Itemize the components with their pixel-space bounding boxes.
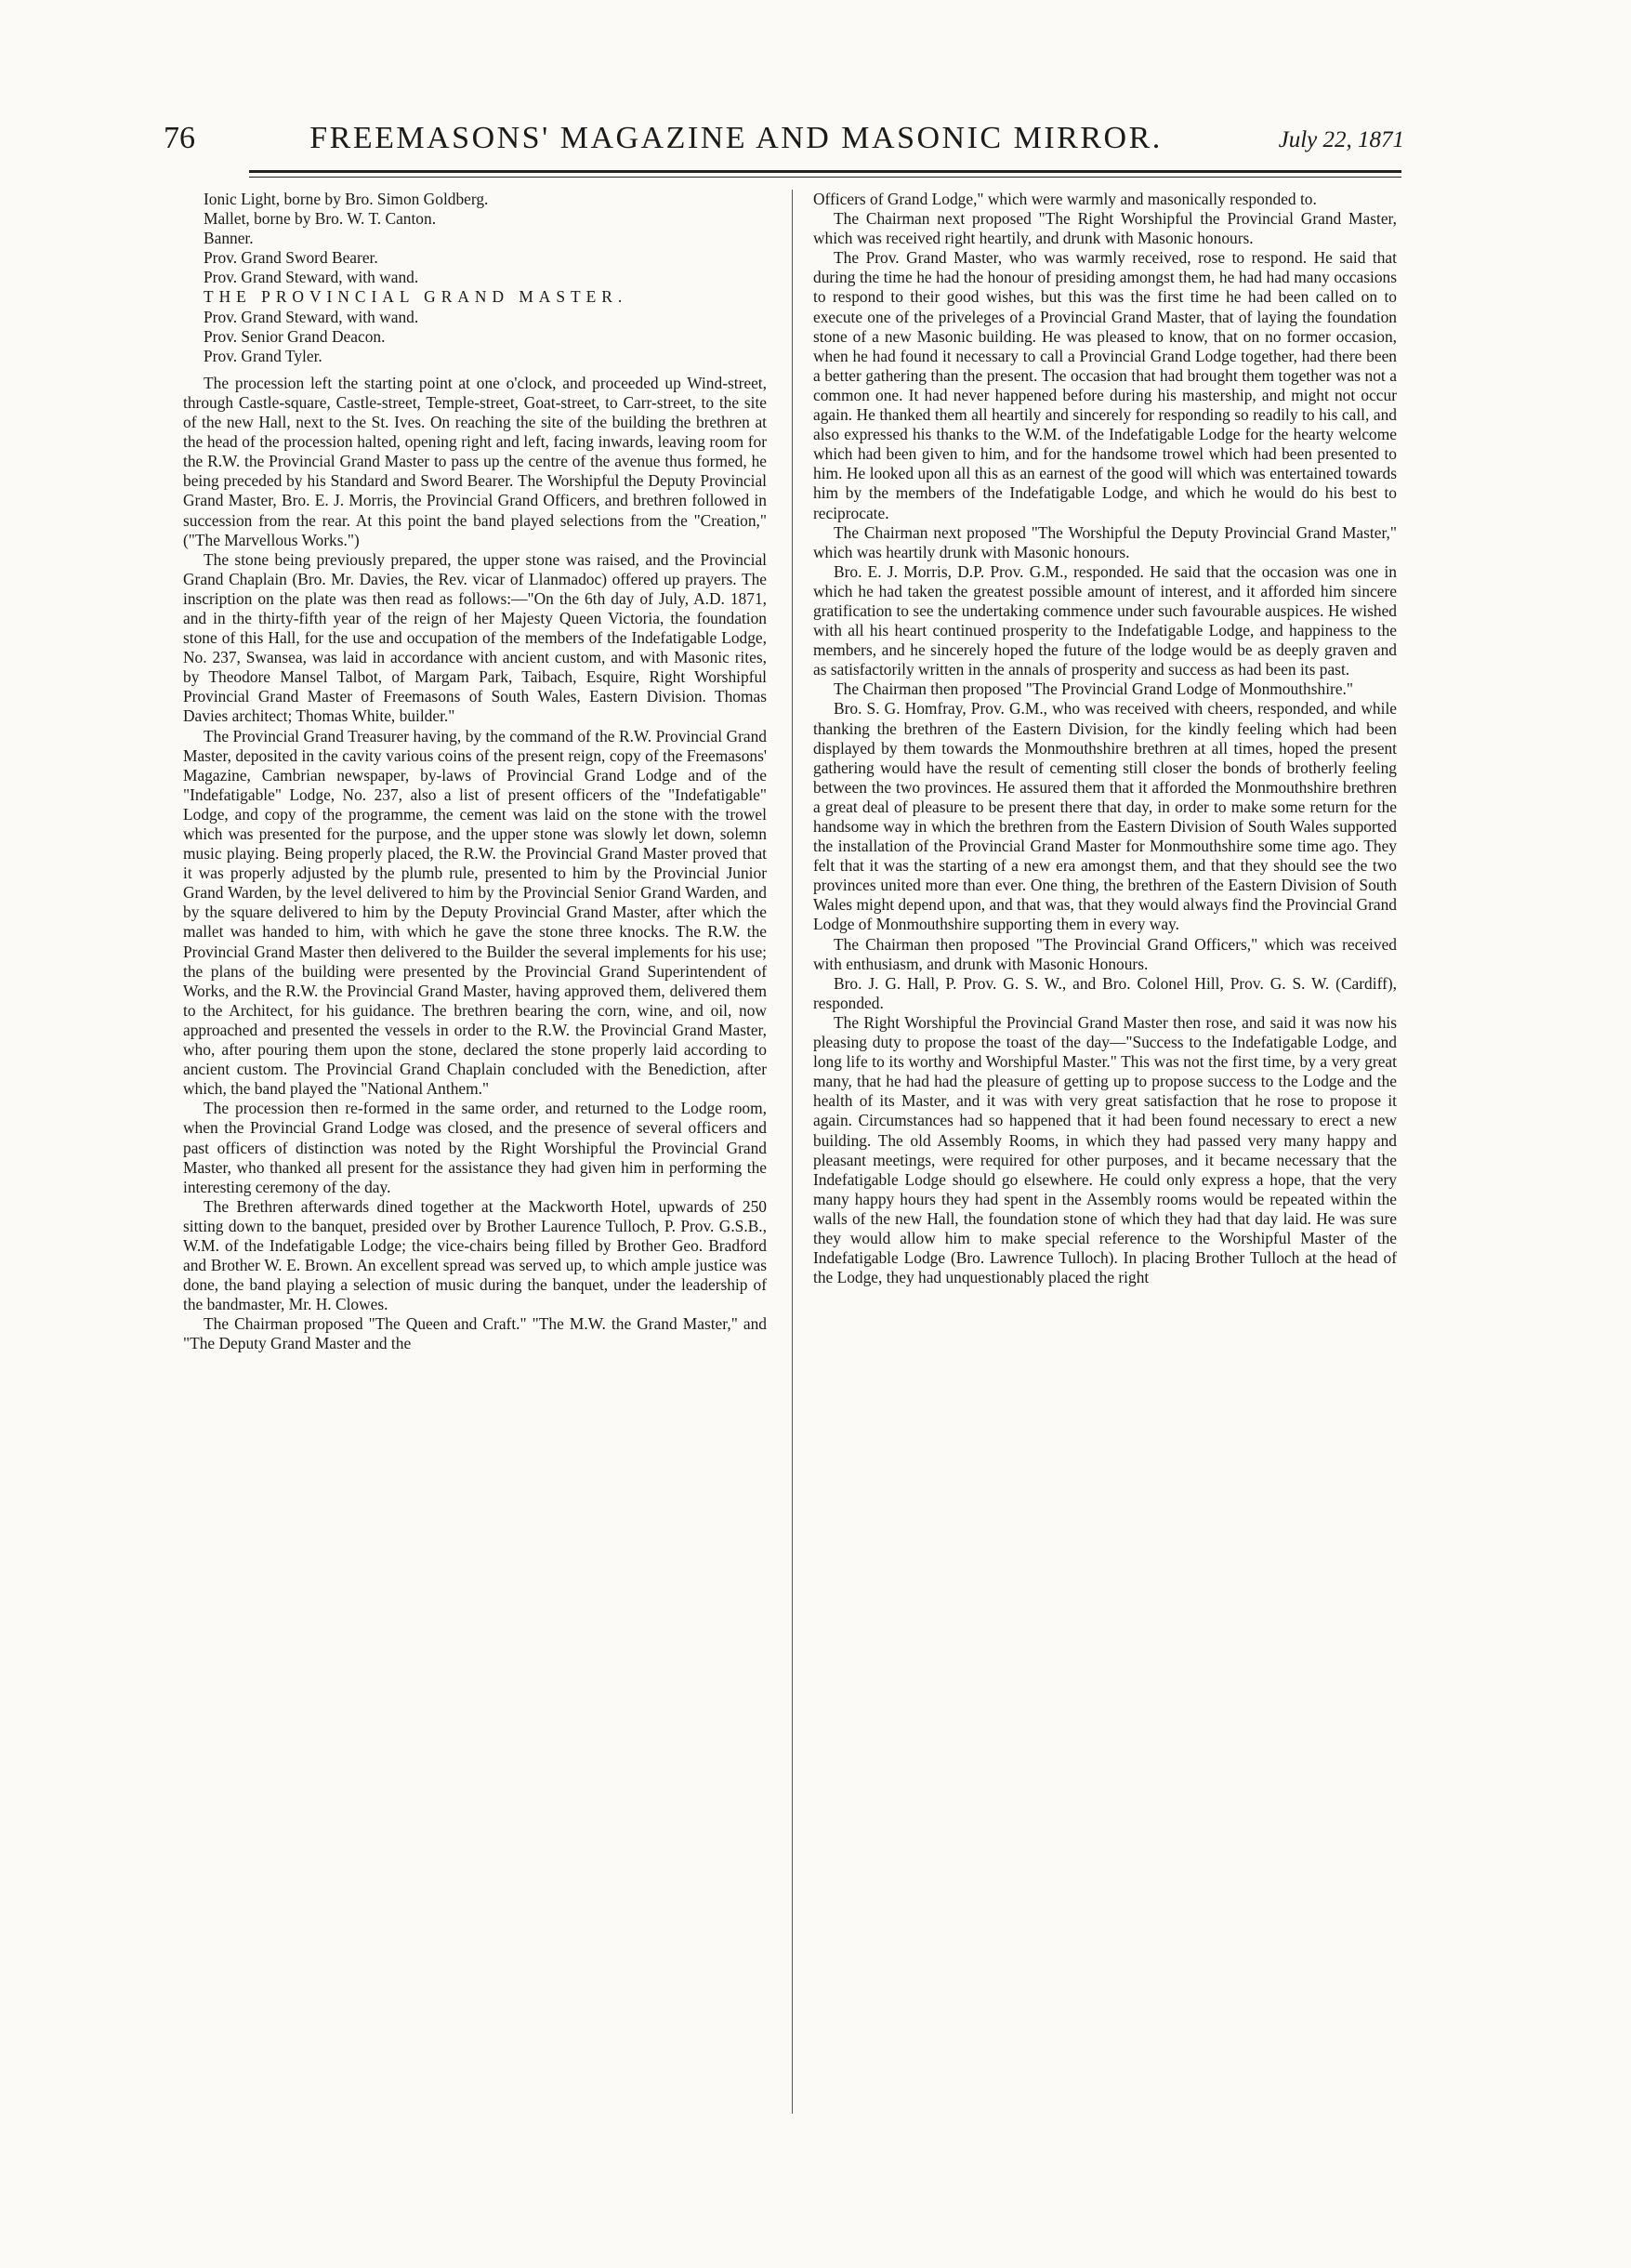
header-rule — [249, 170, 1401, 173]
article-paragraph: Bro. E. J. Morris, D.P. Prov. G.M., responded. He said that the occasion was one in which he had taken the greatest possible amount of interest, and it afforded him sincere gratification to see the undertaking commence under such favourable auspices. He wished with all his heart continued prosperity to the Indefatigable Lodge, and happiness to the members, and he sincerely hoped the future of the lodge would be as deeply graven and as satisfactorily written in the annals of prosperity and success as had been its past. — [813, 561, 1397, 679]
article-paragraph: Officers of Grand Lodge," which were warmly and masonically responded to. — [813, 190, 1317, 208]
masthead: FREEMASONS' MAGAZINE AND MASONIC MIRROR. — [309, 121, 1163, 155]
procession-line: Prov. Grand Steward, with wand. — [204, 307, 419, 326]
column-divider — [792, 190, 793, 2114]
procession-line: Ionic Light, borne by Bro. Simon Goldberg. — [204, 190, 489, 208]
procession-line: Prov. Senior Grand Deacon. — [204, 326, 386, 346]
procession-line: Prov. Grand Tyler. — [204, 346, 322, 365]
procession-line: Mallet, borne by Bro. W. T. Canton. — [204, 209, 437, 229]
article-paragraph: The Chairman then proposed "The Provincial Grand Officers," which was received with enthusiasm, and drunk with Masonic Honours. — [813, 934, 1397, 973]
article-paragraph: The Prov. Grand Master, who was warmly received, rose to respond. He said that during the time he had the honour of presiding amongst them, he had had many occasions to respond to their good wishes, but this was the first time he had been called on to execute one of the priveleges of a Provincial Grand Master, that of laying the foundation stone of a new Masonic building. He was pleased to know, that on no former occasion, when he had found it necessary to call a Provincial Grand Lodge together, had there been a better gathering than the present. The occasion that had brought them together was not a common one. It had never happened before during his mastership, and might not occur again. He thanked them all heartily and sincerely for responding so readily to his call, and also expressed his thanks to the W.M. of the Indefatigable Lodge for the hearty welcome which had been given to him, and for the handsome trowel which had been presented to him. He looked upon all this as an earnest of the good will which was entertained towards him by the members of the Indefatigable Lodge, and which he would do his best to reciprocate. — [813, 248, 1397, 522]
header-rule-thin — [249, 177, 1401, 178]
right-column — [813, 190, 1397, 1287]
issue-date: July 22, 1871 — [1278, 127, 1404, 152]
article-paragraph: The Chairman next proposed "The Right Worshipful the Provincial Grand Master, which was received right heartily, and drunk with Masonic honours. — [813, 209, 1397, 248]
article-paragraph: Bro. S. G. Homfray, Prov. G.M., who was received with cheers, responded, and while thanking the brethren of the Eastern Division, for the kindly feeling which had been displayed by them towards the Monmouthshire brethren at all times, hoped the present gathering would have the result of cementing still closer the bonds of brotherly feeling between the two provinces. He assured them that it afforded the Monmouthshire brethren a great deal of pleasure to be present there that day, in order to make some return for the handsome way in which the brethren from the Eastern Division of South Wales supported the installation of the Provincial Grand Master for Monmouthshire some time ago. They felt that it was the starting of a new era amongst them, and that they should see the two provinces united more than ever. One thing, the brethren of the Eastern Division of South Wales might depend upon, and that was, that they would always find the Provincial Grand Lodge of Monmouthshire supporting them in every way. — [813, 699, 1397, 934]
procession-list — [183, 190, 767, 366]
procession-line: Prov. Grand Sword Bearer. — [204, 248, 378, 268]
page-number: 76 — [164, 121, 195, 155]
article-paragraph: The Provincial Grand Treasurer having, by the command of the R.W. Provincial Grand Master, deposited in the cavity various coins of the present reign, copy of the Freemasons' Magazine, Cambrian newspaper, by-laws of Provincial Grand Lodge and of the "Indefatigable" Lodge, No. 237, also a list of present officers of the "Indefatigable" Lodge, and copy of the programme, the cement was laid on the stone with the trowel which was presented for the purpose, and the upper stone was slowly let down, solemn music playing. Being properly placed, the R.W. the Provincial Grand Master proved that it was properly adjusted by the plumb rule, presented to him by the Provincial Junior Grand Warden, by the level delivered to him by the Provincial Senior Grand Warden, and by the square delivered to him by the Deputy Provincial Grand Master, after which the mallet was handed to him, with which he gave the stone three knocks. The R.W. the Provincial Grand Master then delivered to the Builder the several implements for his use; the plans of the building were presented by the Provincial Grand Superintendent of Works, and the R.W. the Provincial Grand Master, having approved them, delivered them to the Architect, for his guidance. The brethren bearing the corn, wine, and oil, now approached and presented the vessels in order to the R.W. the Provincial Grand Master, who, after pouring them upon the stone, declared the stone properly laid according to ancient custom. The Provincial Grand Chaplain concluded with the Benediction, after which, the band played the "National Anthem." — [183, 726, 767, 1099]
article-paragraph: The procession left the starting point at one o'clock, and proceeded up Wind-street, through Castle-square, Castle-street, Temple-street, Goat-street, to Carr-street, to the site of the new Hall, next to the St. Ives. On reaching the site of the building the brethren at the head of the procession halted, opening right and left, facing inwards, leaving room for the R.W. the Provincial Grand Master to pass up the centre of the avenue thus formed, he being preceded by his Standard and Sword Bearer. The Worshipful the Deputy Provincial Grand Master, Bro. E. J. Morris, the Provincial Grand Officers, and brethren followed in succession from the rear. At this point the band played selections from the "Creation," ("The Marvellous Works.") — [183, 373, 767, 549]
article-paragraph: The Chairman next proposed "The Worshipful the Deputy Provincial Grand Master," which was heartily drunk with Masonic honours. — [813, 522, 1397, 561]
article-paragraph: The Brethren afterwards dined together at the Mackworth Hotel, upwards of 250 sitting down to the banquet, presided over by Brother Laurence Tulloch, P. Prov. G.S.B., W.M. of the Indefatigable Lodge; the vice-chairs being filled by Brother Geo. Bradford and Brother W. E. Brown. An excellent spread was served up, to which ample justice was done, the band playing a selection of music during the banquet, under the leadership of the bandmaster, Mr. H. Clowes. — [183, 1196, 767, 1314]
article-paragraph: Bro. J. G. Hall, P. Prov. G. S. W., and Bro. Colonel Hill, Prov. G. S. W. (Cardiff), responded. — [813, 973, 1397, 1012]
article-paragraph: The Chairman proposed "The Queen and Craft." "The M.W. the Grand Master," and "The Deputy Grand Master and the — [183, 1314, 767, 1353]
article-paragraph: The stone being previously prepared, the upper stone was raised, and the Provincial Grand Chaplain (Bro. Mr. Davies, the Rev. vicar of Llanmadoc) offered up prayers. The inscription on the plate was then read as follows:—"On the 6th day of July, A.D. 1871, and in the thirty-fifth year of the reign of her Majesty Queen Victoria, the foundation stone of this Hall, for the use and occupation of the members of the Indefatigable Lodge, No. 237, Swansea, was laid in accordance with ancient custom, and with Masonic rites, by Theodore Mansel Talbot, of Margam Park, Taibach, Esquire, Right Worshipful Provincial Grand Master of Freemasons of South Wales, Eastern Division. Thomas Davies architect; Thomas White, builder." — [183, 549, 767, 726]
article-paragraph: The Right Worshipful the Provincial Grand Master then rose, and said it was now his pleasing duty to propose the toast of the day—"Success to the Indefatigable Lodge, and long life to its worthy and Worshipful Master." This was not the first time, by a very great many, that he had had the pleasure of getting up to propose success to the Lodge and the health of its Master, and it was with very great satisfaction that he rose to propose it again. Circumstances had so happened that it had been found necessary to erect a new building. The old Assembly Rooms, in which they had passed very many happy and pleasant meetings, were required for other purposes, and it became necessary that the Indefatigable Lodge should go elsewhere. He could only express a hope, that the very many happy hours they had spent in the Assembly rooms would be repeated within the walls of the new Hall, the foundation stone of which they had that day laid. He was sure they would allow him to make special reference to the Worshipful Master of the Indefatigable Lodge (Bro. Lawrence Tulloch). In placing Brother Tulloch at the head of the Lodge, they had unquestionably placed the right — [813, 1012, 1397, 1287]
article-paragraph: The procession then re-formed in the same order, and returned to the Lodge room, when the Provincial Grand Lodge was closed, and the presence of several officers and past officers of distinction was noted by the Right Worshipful the Provincial Grand Master, who thanked all present for the assistance they had given him in performing the interesting ceremony of the day. — [183, 1099, 767, 1196]
procession-line: Banner. — [204, 229, 254, 248]
page-header — [164, 116, 1404, 161]
section-heading: THE PROVINCIAL GRAND MASTER. — [204, 287, 628, 307]
procession-line: Prov. Grand Steward, with wand. — [204, 268, 419, 287]
left-column — [183, 190, 767, 1354]
article-paragraph: The Chairman then proposed "The Provincial Grand Lodge of Monmouthshire." — [834, 679, 1353, 699]
